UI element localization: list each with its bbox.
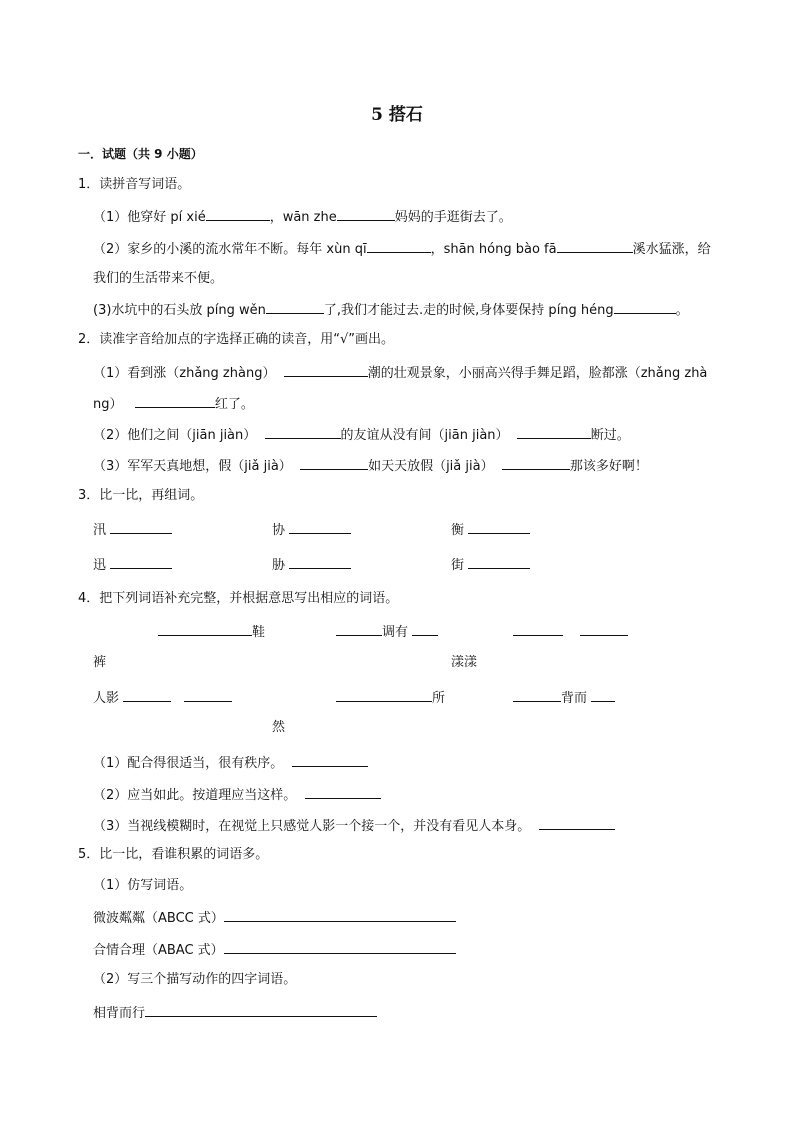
- answer-blank[interactable]: [336, 688, 432, 702]
- answer-blank[interactable]: [468, 520, 530, 534]
- q5-pattern-1: [93, 908, 456, 928]
- pattern-label: 合情合理（ABAC 式）: [93, 943, 224, 958]
- q1-2-text-c: 溪水猛涨，给: [632, 242, 711, 257]
- answer-blank[interactable]: [224, 940, 456, 954]
- question-4-stem: 4．把下列词语补充完整，并根据意思写出相应的词语。: [78, 591, 399, 606]
- definition-text: （3）当视线模糊时，在视觉上只感觉人影一个接一个，并没有看见人本身。: [93, 819, 531, 834]
- page-title: 5 搭石: [371, 105, 423, 125]
- definition-text: （1）配合得很适当，很有秩序。: [93, 756, 284, 771]
- answer-blank[interactable]: [158, 622, 252, 636]
- q2-2-text-a: （2）他们之间（jiān jiàn）: [93, 428, 257, 443]
- q4-word: [336, 688, 445, 708]
- q1-item-1: [93, 207, 512, 227]
- answer-blank[interactable]: [292, 753, 368, 767]
- char-label: 迅: [93, 558, 107, 573]
- section-heading: 一．试题（共 9 小题）: [78, 147, 203, 161]
- answer-blank[interactable]: [305, 785, 381, 799]
- q4-word: [513, 622, 628, 642]
- q2-item-3: [93, 456, 648, 476]
- answer-blank[interactable]: [337, 207, 395, 221]
- answer-blank[interactable]: [614, 300, 676, 314]
- answer-blank[interactable]: [224, 908, 456, 922]
- q1-item-2-cont: 我们的生活带来不便。: [93, 271, 224, 286]
- q2-1b-text-b: 红了。: [214, 397, 254, 412]
- q4-word: [336, 622, 438, 642]
- answer-blank[interactable]: [513, 622, 563, 636]
- q4-word-part: 漾漾: [451, 655, 478, 670]
- q3-pair: [93, 520, 172, 540]
- answer-blank[interactable]: [300, 456, 368, 470]
- q1-item-2: [93, 239, 711, 259]
- q1-1-text-a: （1）他穿好 pí xié: [93, 210, 206, 225]
- q1-3-text-c: 。: [675, 303, 689, 318]
- q4-word: [158, 622, 265, 642]
- q2-item-1: [93, 363, 707, 383]
- q5-pattern-2: [93, 940, 456, 960]
- q5-sub-1: （1）仿写词语。: [93, 878, 193, 893]
- answer-blank[interactable]: [145, 1003, 377, 1017]
- q2-item-1-cont: [93, 394, 254, 414]
- example-word: 相背而行: [93, 1006, 146, 1021]
- answer-blank[interactable]: [557, 239, 633, 253]
- char-label: 汛: [93, 523, 107, 538]
- answer-blank[interactable]: [502, 456, 570, 470]
- answer-blank[interactable]: [289, 520, 351, 534]
- word-part: 所: [432, 691, 446, 706]
- definition-text: （2）应当如此。按道理应当这样。: [93, 788, 297, 803]
- char-label: 胁: [272, 558, 286, 573]
- answer-blank[interactable]: [580, 622, 628, 636]
- answer-blank[interactable]: [367, 239, 431, 253]
- answer-blank[interactable]: [468, 555, 530, 569]
- question-5-stem: 5．比一比，看谁积累的词语多。: [78, 847, 269, 862]
- answer-blank[interactable]: [206, 207, 270, 221]
- answer-blank[interactable]: [123, 688, 171, 702]
- answer-blank[interactable]: [289, 555, 351, 569]
- answer-blank[interactable]: [513, 688, 561, 702]
- q5-sub-2: （2）写三个描写动作的四字词语。: [93, 972, 297, 987]
- q2-2-text-b: 的友谊从没有间（jiān jiàn）: [340, 428, 509, 443]
- word-part: 鞋: [252, 625, 266, 640]
- char-label: 衡: [451, 523, 465, 538]
- q4-def-2: [93, 785, 381, 805]
- q2-item-2: [93, 425, 630, 445]
- answer-blank[interactable]: [184, 688, 232, 702]
- q3-pair: [451, 520, 530, 540]
- char-label: 协: [272, 523, 286, 538]
- q1-3-text-a: (3)水坑中的石头放 píng wěn: [93, 303, 266, 318]
- question-3-stem: 3．比一比，再组词。: [78, 488, 204, 503]
- answer-blank[interactable]: [284, 363, 368, 377]
- q5-example: [93, 1003, 377, 1023]
- q2-1-text-b: 潮的壮观景象，小丽高兴得手舞足蹈，脸都涨（zhǎng zhà: [367, 366, 708, 381]
- word-part: 调有: [382, 625, 409, 640]
- answer-blank[interactable]: [110, 520, 172, 534]
- answer-blank[interactable]: [266, 300, 324, 314]
- answer-blank[interactable]: [412, 622, 438, 636]
- answer-blank[interactable]: [265, 425, 341, 439]
- q2-2-text-c: 断过。: [590, 428, 630, 443]
- q1-1-text-c: 妈妈的手逛街去了。: [394, 210, 512, 225]
- q1-2-text-b: ，shān hóng bào fā: [430, 242, 557, 257]
- q4-def-1: [93, 753, 368, 773]
- q4-word: [93, 688, 232, 708]
- q2-3-text-c: 那该多好啊！: [569, 459, 648, 474]
- word-part: 人影: [93, 691, 120, 706]
- answer-blank[interactable]: [110, 555, 172, 569]
- answer-blank[interactable]: [336, 622, 382, 636]
- answer-blank[interactable]: [517, 425, 591, 439]
- word-part: 背而: [561, 691, 588, 706]
- answer-blank[interactable]: [539, 816, 615, 830]
- q2-1-text-a: （1）看到涨（zhǎng zhàng）: [93, 366, 276, 381]
- q4-def-3: [93, 816, 615, 836]
- q2-3-text-b: 如天天放假（jiǎ jià）: [368, 459, 494, 474]
- question-1-stem: 1．读拼音写词语。: [78, 177, 191, 192]
- q2-3-text-a: （3）军军天真地想，假（jiǎ jià）: [93, 459, 292, 474]
- q1-1-text-b: ，wān zhe: [269, 210, 337, 225]
- q3-pair: [93, 555, 172, 575]
- q3-pair: [272, 520, 351, 540]
- q4-word-part: 裤: [93, 655, 107, 670]
- q1-item-3: [93, 300, 689, 320]
- q2-1b-text-a: ng）: [93, 397, 123, 412]
- q4-word: [513, 688, 615, 708]
- q3-pair: [272, 555, 351, 575]
- q3-pair: [451, 555, 530, 575]
- question-2-stem: 2．读准字音给加点的字选择正确的读音，用“√”画出。: [78, 332, 395, 347]
- char-label: 街: [451, 558, 465, 573]
- pattern-label: 微波粼粼（ABCC 式）: [93, 911, 224, 926]
- q1-3-text-b: 了,我们才能过去.走的时候,身体要保持 píng héng: [323, 303, 614, 318]
- answer-blank[interactable]: [135, 394, 215, 408]
- q1-2-text-a: （2）家乡的小溪的流水常年不断。每年 xùn qī: [93, 242, 367, 257]
- q4-word-part: 然: [272, 720, 286, 735]
- answer-blank[interactable]: [591, 688, 615, 702]
